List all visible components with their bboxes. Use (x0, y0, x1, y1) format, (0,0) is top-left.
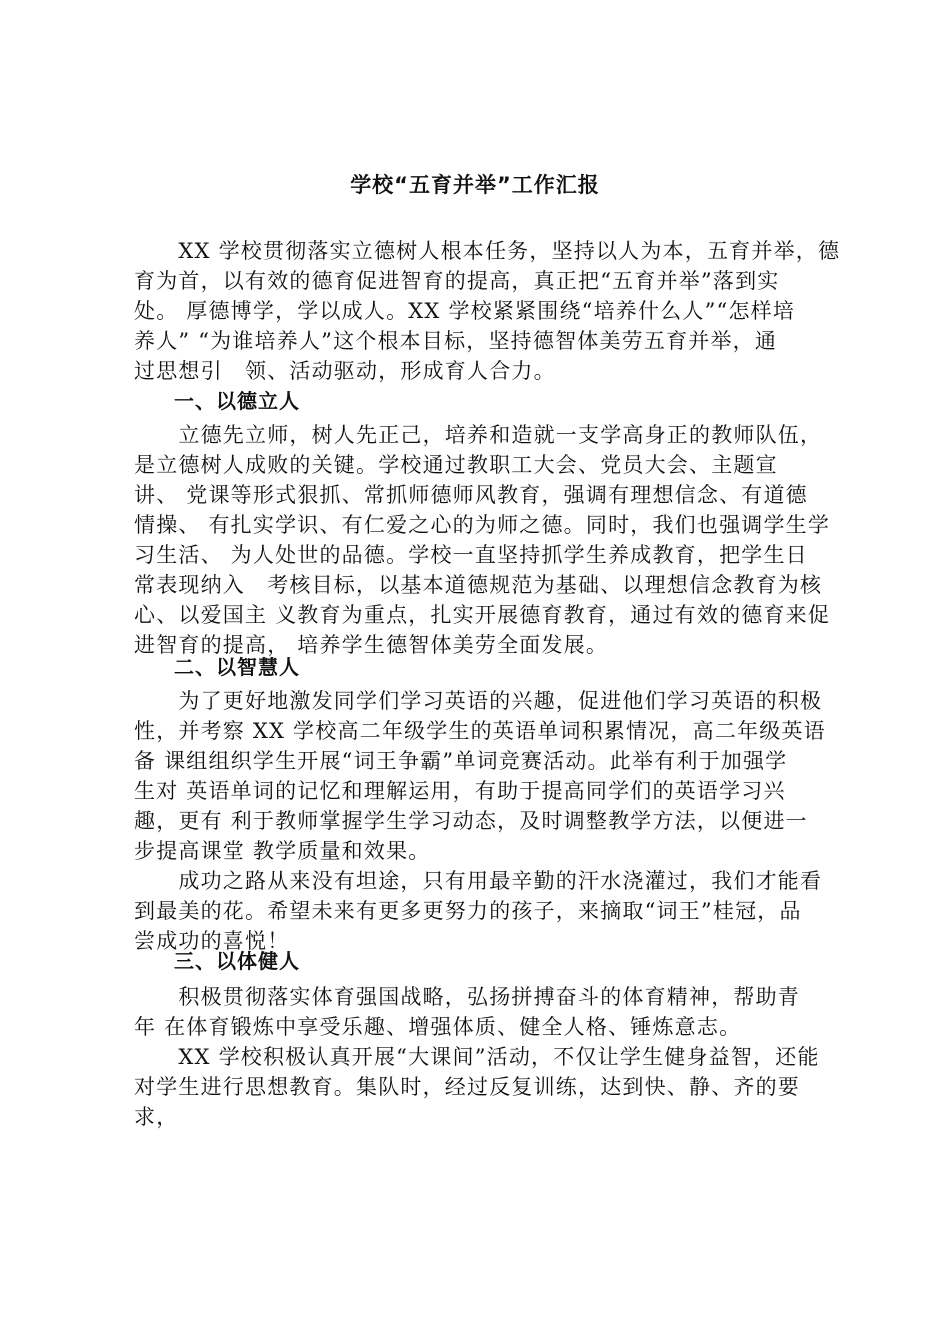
paragraph-line: 性，并考察 XX 学校高二年级学生的英语单词积累情况，高二年级英语 (134, 719, 826, 743)
section-heading: 二、以智慧人 (174, 655, 300, 679)
paragraph-line: 尝成功的喜悦！ (134, 929, 290, 953)
paragraph-line: 年 在体育锻炼中享受乐趣、增强体质、健全人格、锤炼意志。 (134, 1015, 742, 1039)
paragraph-line: 是立德树人成败的关键。学校通过教职工大会、党员大会、主题宣 (134, 453, 778, 477)
paragraph-line: 立德先立师，树人先正己，培养和造就一支学高身正的教师队伍， (134, 423, 823, 447)
paragraph-line: 生对 英语单词的记忆和理解运用，有助于提高同学们的英语学习兴 (134, 779, 786, 803)
paragraph-line: XX 学校积极认真开展“大课间”活动，不仅让学生健身益智，还能 (134, 1045, 820, 1069)
paragraph-line: 求， (134, 1105, 179, 1129)
paragraph-line: 步提高课堂 教学质量和效果。 (134, 839, 431, 863)
paragraph-line: 进智育的提高， 培养学生德智体美劳全面发展。 (134, 633, 609, 657)
intro-line: 育为首，以有效的德育促进智育的提高，真正把“五育并举”落到实 (134, 269, 780, 293)
paragraph-line: 趣，更有 利于教师掌握学生学习动态，及时调整教学方法，以便进一 (134, 809, 808, 833)
intro-line: 养人” “为谁培养人”这个根本目标，坚持德智体美劳五育并举，通 (134, 329, 778, 353)
paragraph-line: 到最美的花。希望未来有更多更努力的孩子，来摘取“词王”桂冠，品 (134, 899, 802, 923)
paragraph-line: 成功之路从来没有坦途，只有用最辛勤的汗水浇灌过，我们才能看 (134, 869, 823, 893)
intro-line: 过思想引 领、活动驱动，形成育人合力。 (134, 359, 556, 383)
paragraph-line: 积极贯彻落实体育强国战略，弘扬拼搏奋斗的体育精神，帮助青 (134, 985, 800, 1009)
paragraph-line: 心、以爱国主 义教育为重点，扎实开展德育教育，通过有效的德育来促 (134, 603, 831, 627)
paragraph-line: 备 课组组织学生开展“词王争霸”单词竞赛活动。此举有利于加强学 (134, 749, 788, 773)
paragraph-line: 习生活、 为人处世的品德。学校一直坚持抓学生养成教育，把学生日 (134, 543, 808, 567)
section-heading: 三、以体健人 (174, 949, 300, 973)
paragraph-line: 对学生进行思想教育。集队时，经过反复训练，达到快、静、齐的要 (134, 1075, 800, 1099)
paragraph-line: 讲、 党课等形式狠抓、常抓师德师风教育，强调有理想信念、有道德 (134, 483, 808, 507)
intro-line: 处。 厚德博学，学以成人。XX 学校紧紧围绕“培养什么人”“怎样培 (134, 299, 796, 323)
paragraph-line: 为了更好地激发同学们学习英语的兴趣，促进他们学习英语的积极 (134, 689, 823, 713)
page-title: 学校“五育并举”工作汇报 (350, 173, 600, 197)
section-heading: 一、以德立人 (174, 389, 300, 413)
paragraph-line: 情操、 有扎实学识、有仁爱之心的为师之德。同时，我们也强调学生学 (134, 513, 831, 537)
paragraph-line: 常表现纳入 考核目标，以基本道德规范为基础、以理想信念教育为核 (134, 573, 823, 597)
intro-line: XX 学校贯彻落实立德树人根本任务，坚持以人为本，五育并举，德 (134, 239, 841, 263)
